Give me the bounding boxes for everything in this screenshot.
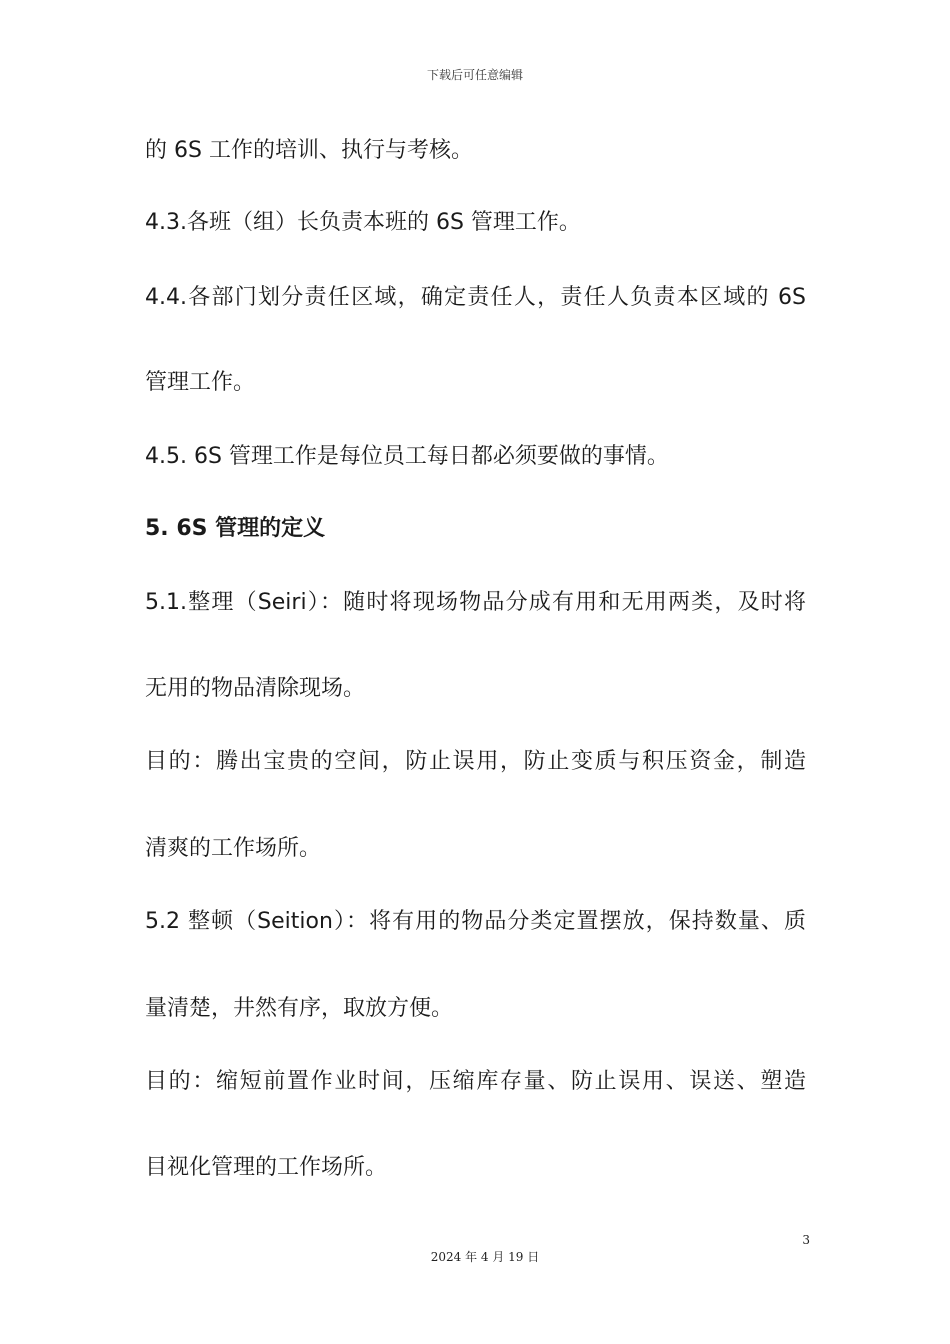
body-line: 4.3.各班（组）长负责本班的 6S 管理工作。 [145, 210, 581, 235]
body-line: 5.1.整理（Seiri）：随时将现场物品分成有用和无用两类，及时将 [145, 590, 806, 615]
body-line: 4.4.各部门划分责任区域，确定责任人，责任人负责本区域的 6S [145, 285, 806, 310]
body-line: 的 6S 工作的培训、执行与考核。 [145, 138, 473, 163]
page-header: 下载后可任意编辑 [426, 68, 523, 82]
body-line: 管理工作。 [145, 370, 256, 395]
body-line: 目的：腾出宝贵的空间，防止误用，防止变质与积压资金，制造 [145, 749, 806, 774]
body-line: 4.5. 6S 管理工作是每位员工每日都必须要做的事情。 [145, 444, 669, 469]
body-line: 目的：缩短前置作业时间，压缩库存量、防止误用、误送、塑造 [145, 1069, 806, 1094]
body-line: 无用的物品清除现场。 [145, 676, 366, 701]
footer-date: 2024 年 4 月 19 日 [430, 1250, 540, 1264]
body-line: 5.2 整顿（Seition）：将有用的物品分类定置摆放，保持数量、质 [145, 909, 806, 934]
body-line: 量清楚，井然有序，取放方便。 [145, 996, 454, 1021]
body-line: 清爽的工作场所。 [145, 836, 322, 861]
body-line: 目视化管理的工作场所。 [145, 1155, 388, 1180]
section-heading: 5. 6S 管理的定义 [145, 516, 326, 541]
page-number: 3 [802, 1233, 810, 1247]
